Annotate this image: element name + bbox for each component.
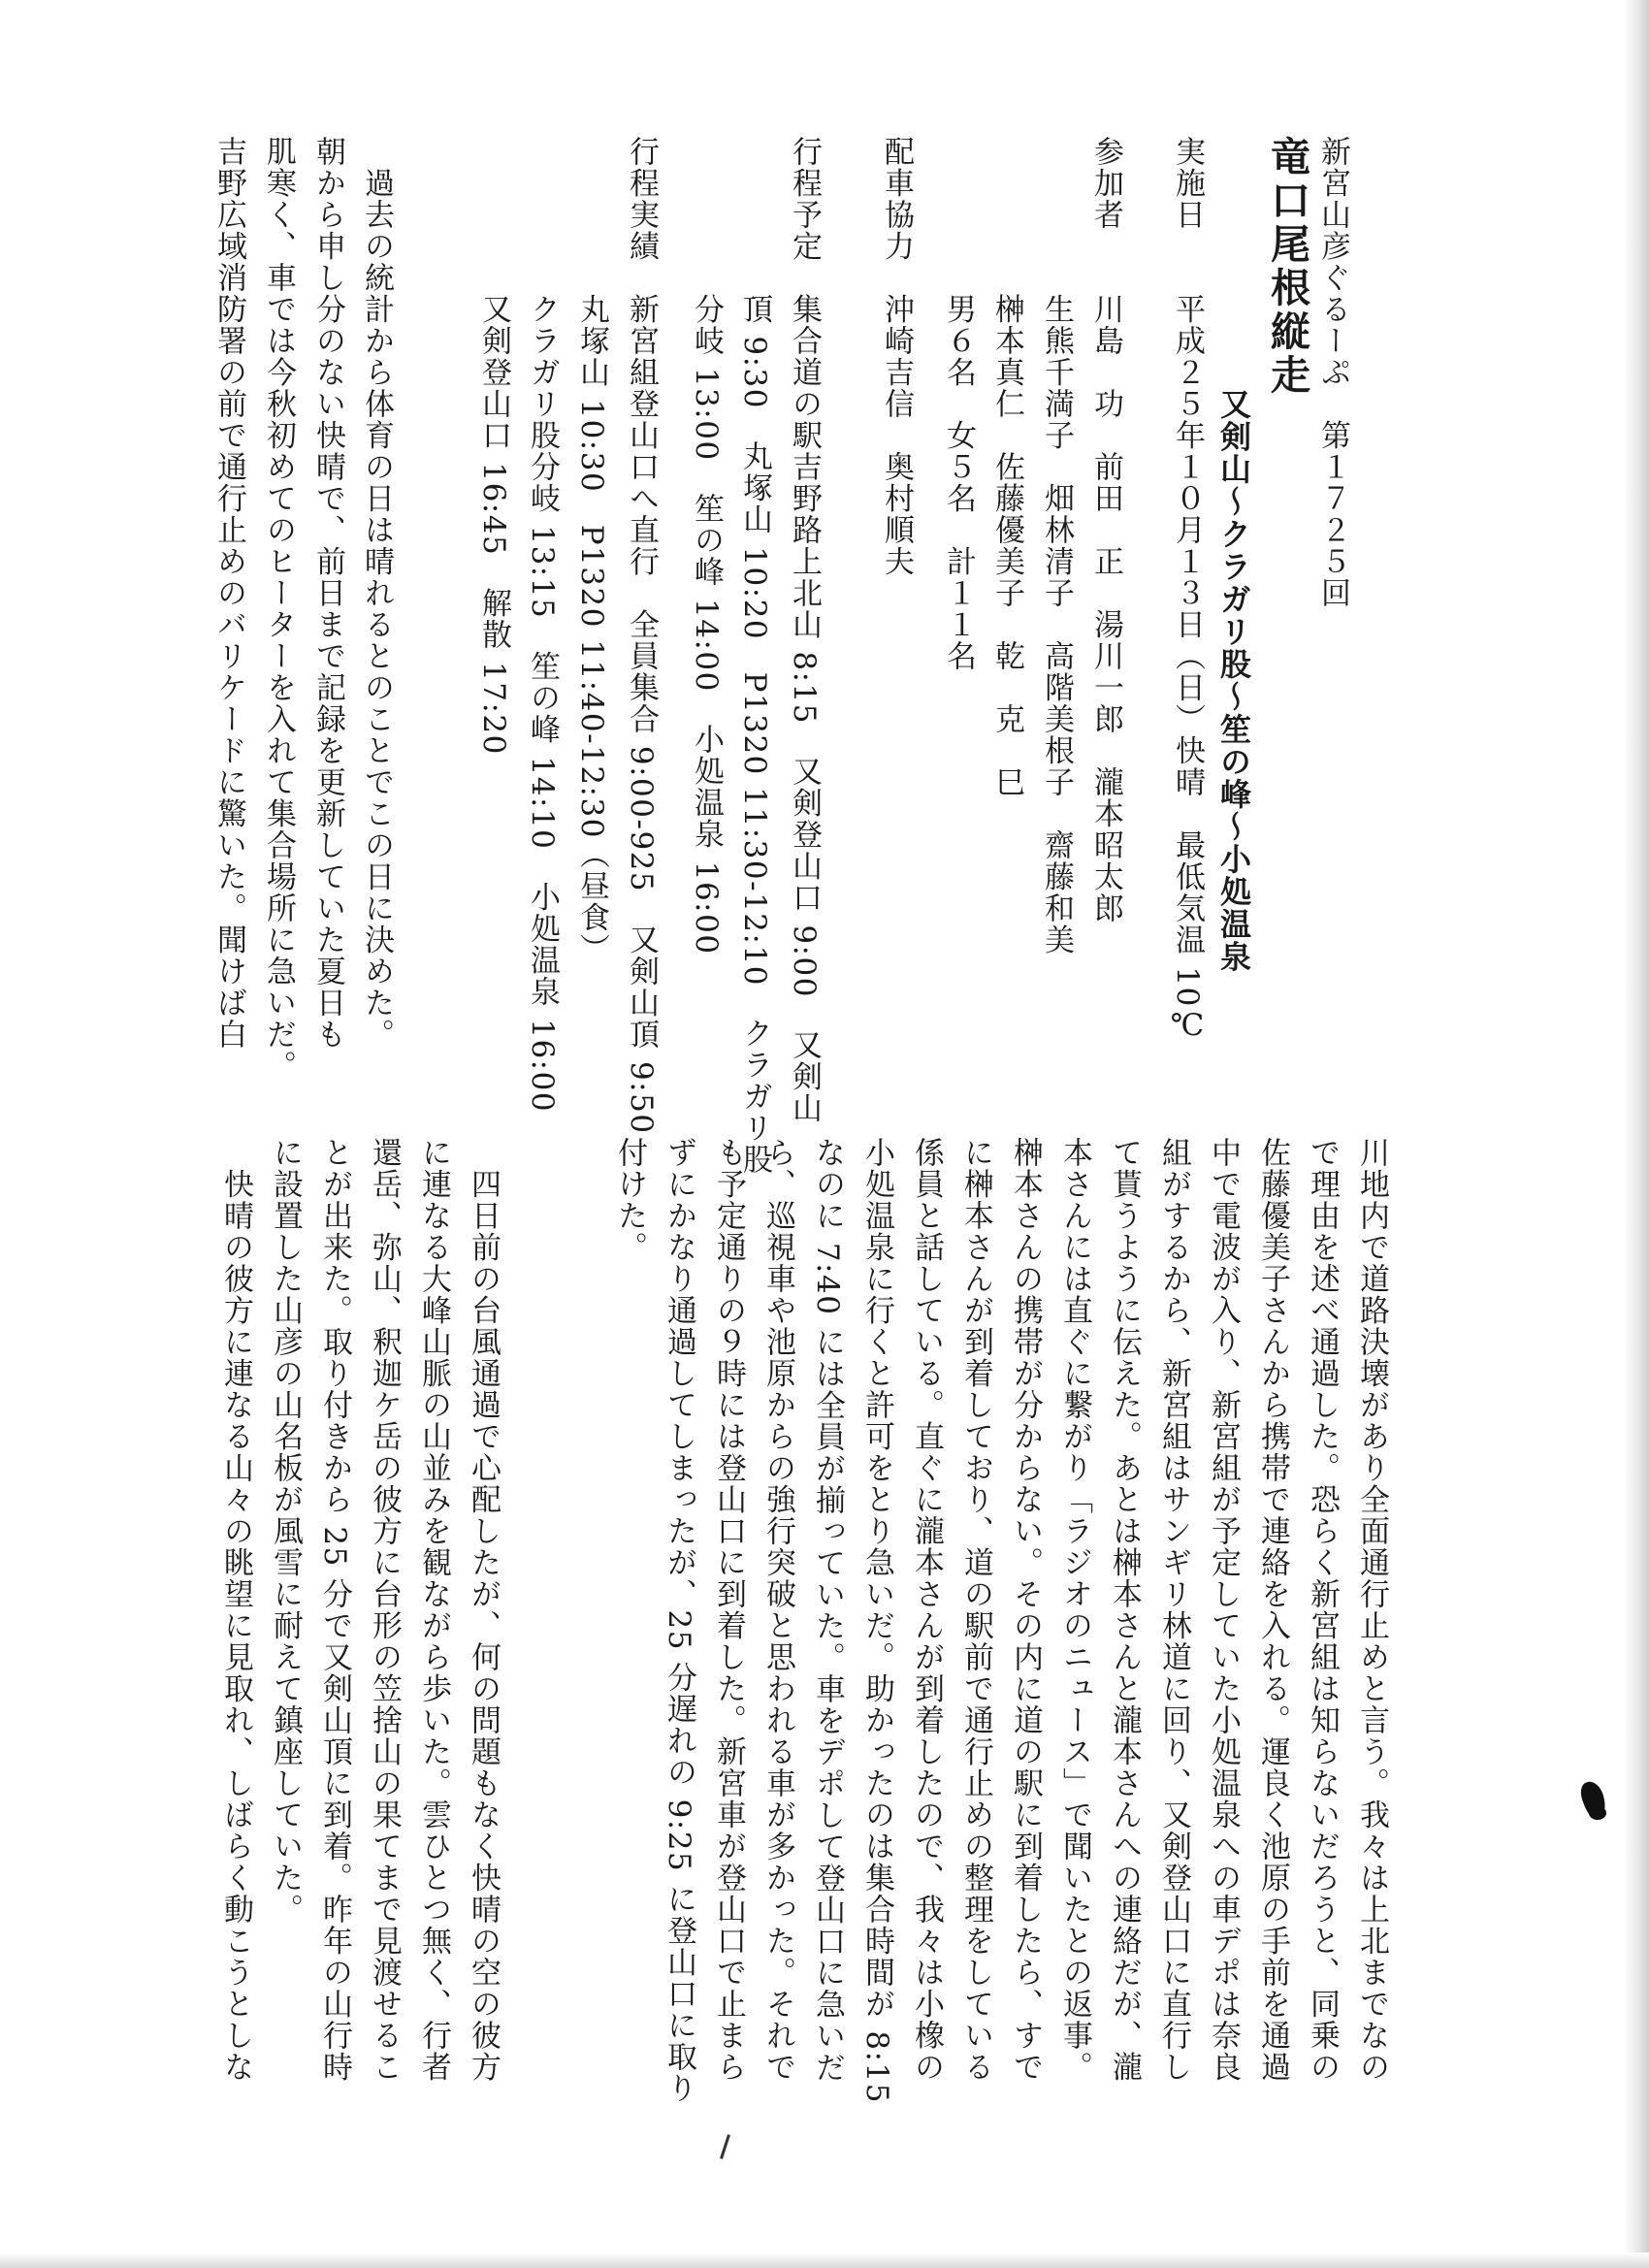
participants-line-2: 生熊千満子 畑林清子 高階美根子 齋藤和美 <box>1039 136 1074 956</box>
actual-line-4: 又剣登山口 16:45 解散 17:20 <box>476 136 511 756</box>
body-col-22: に設置した山彦の山名板が風雪に耐えて鎮座していた。 <box>268 1137 303 1926</box>
body-line-1: 過去の統計から体育の日は晴れるとのことでこの日に決めた。 <box>359 136 394 1051</box>
body-col-10: 係員と話している。直ぐに瀧本さんが到着したので、我々は小橡の <box>909 1137 944 2083</box>
body-line-2: 朝から申し分のない快晴で、前日まで記録を更新していた夏日も <box>310 136 345 1051</box>
ink-blot-mark-2 <box>1589 1806 1606 1820</box>
body-col-14: も予定通りの９時には登山口に到着した。新宮車が登山口で止まら <box>711 1137 746 2083</box>
actual-line-2: 丸塚山 10:30 P1320 11:40-12:30（昼食） <box>574 136 609 965</box>
body-col-3: 佐藤優美子さんから携帯で連絡を入れる。運良く池原の手前を通過 <box>1255 1137 1290 2083</box>
route-subtitle: 又剣山～クラガリ股～笙の峰～小処温泉 <box>1215 388 1252 973</box>
body-col-23: 快晴の彼方に連なる山々の眺望に見取れ、しばらく動こうとしな <box>218 1137 253 2083</box>
body-col-6: て貰うように伝えた。あとは榊本さんと瀧本さんへの連絡だが、瀧 <box>1107 1137 1142 2083</box>
page-title: 竜口尾根縦走 <box>1264 136 1310 398</box>
body-col-2: で理由を述べ通過した。恐らく新宮組は知らないだろうと、同乗の <box>1305 1137 1340 2083</box>
body-col-11: 小処温泉に行くと許可をとり急いだ。助かったのは集合時間が 8:15 <box>859 1137 894 2104</box>
group-header: 新宮山彦ぐるーぷ 第１７２５回 <box>1315 136 1350 609</box>
plan-line-1: 行程予定 集合道の駅吉野路上北山 8:15 又剣登山口 9:00 又剣山 <box>787 136 822 1124</box>
body-line-3: 肌寒く、車では今秋初めてのヒーターを入れて集合場所に急いだ。 <box>261 136 296 1082</box>
body-col-13: ら、巡視車や池原からの強行突破と思われる車が多かった。それで <box>760 1137 795 2083</box>
body-col-9: に榊本さんが到着しており、道の駅前で通行止めの整理をしている <box>958 1137 993 2083</box>
body-col-21: とが出来た。取り付きから 25 分で又剣山頂に到着。昨年の山行時 <box>317 1137 352 2084</box>
body-line-4: 吉野広域消防署の前で通行止めのバリケードに驚いた。聞けば白 <box>211 136 246 1051</box>
actual-line-3: クラガリ股分岐 13:15 笙の峰 14:10 小処温泉 16:00 <box>525 136 560 1114</box>
page-edge-shadow <box>1624 0 1649 2268</box>
body-col-16: 付けた。 <box>612 1137 647 1263</box>
body-col-4: 中で電波が入り、新宮組が予定していた小処温泉への車デポは奈良 <box>1206 1137 1241 2083</box>
participants-line-3: 榊本真仁 佐藤優美子 乾 克 巳 <box>989 136 1024 798</box>
body-col-1: 川地内で道路決壊があり全面通行止めと言う。我々は上北までなの <box>1354 1137 1389 2083</box>
car-support: 配車協力 沖崎吉信 奥村順夫 <box>879 136 914 577</box>
stray-pen-stroke <box>720 2134 730 2159</box>
date-line: 実施日 平成２５年１０月１３日（日）快晴 最低気温 10℃ <box>1170 136 1205 1045</box>
plan-line-2: 頂 9:30 丸塚山 10:20 P1320 11:30-12:10 クラガリ股 <box>737 136 772 1176</box>
body-col-18: 四日前の台風通過で心配したが、何の問題もなく快晴の空の彼方 <box>466 1137 501 2083</box>
body-col-7: 本さんには直ぐに繋がり「ラジオのニュース」で聞いたとの返事。 <box>1057 1137 1092 2083</box>
page-bottom-shadow <box>0 2252 1649 2268</box>
participants-line-4: 男６名 女５名 計１１名 <box>941 136 976 672</box>
plan-line-3: 分岐 13:00 笙の峰 14:00 小処温泉 16:00 <box>689 136 724 956</box>
actual-line-1: 行程実績 新宮組登山口へ直行 全員集合 9:00-925 又剣山頂 9:50 <box>624 136 659 1135</box>
body-col-19: に連なる大峰山脈の山並みを観ながら歩いた。雲ひとつ無く、行者 <box>416 1137 451 2083</box>
participants-line-1: 参加者 川島 功 前田 正 湯川一郎 瀧本昭太郎 <box>1088 136 1123 924</box>
body-col-20: 還岳、弥山、釈迦ケ岳の彼方に台形の笠捨山の果てまで見渡せるこ <box>367 1137 402 2083</box>
body-col-5: 組がするから、新宮組はサンギリ林道に回り、又剣登山口に直行し <box>1156 1137 1191 2083</box>
body-col-12: なのに 7:40 には全員が揃っていた。車をデポして登山口に急いだ <box>810 1137 845 2084</box>
body-col-8: 榊本さんの携帯が分からない。その内に道の駅に到着したら、すで <box>1008 1137 1043 2083</box>
body-col-15: ずにかなり通過してしまったが、25 分遅れの 9:25 に登山口に取り <box>662 1137 696 2105</box>
